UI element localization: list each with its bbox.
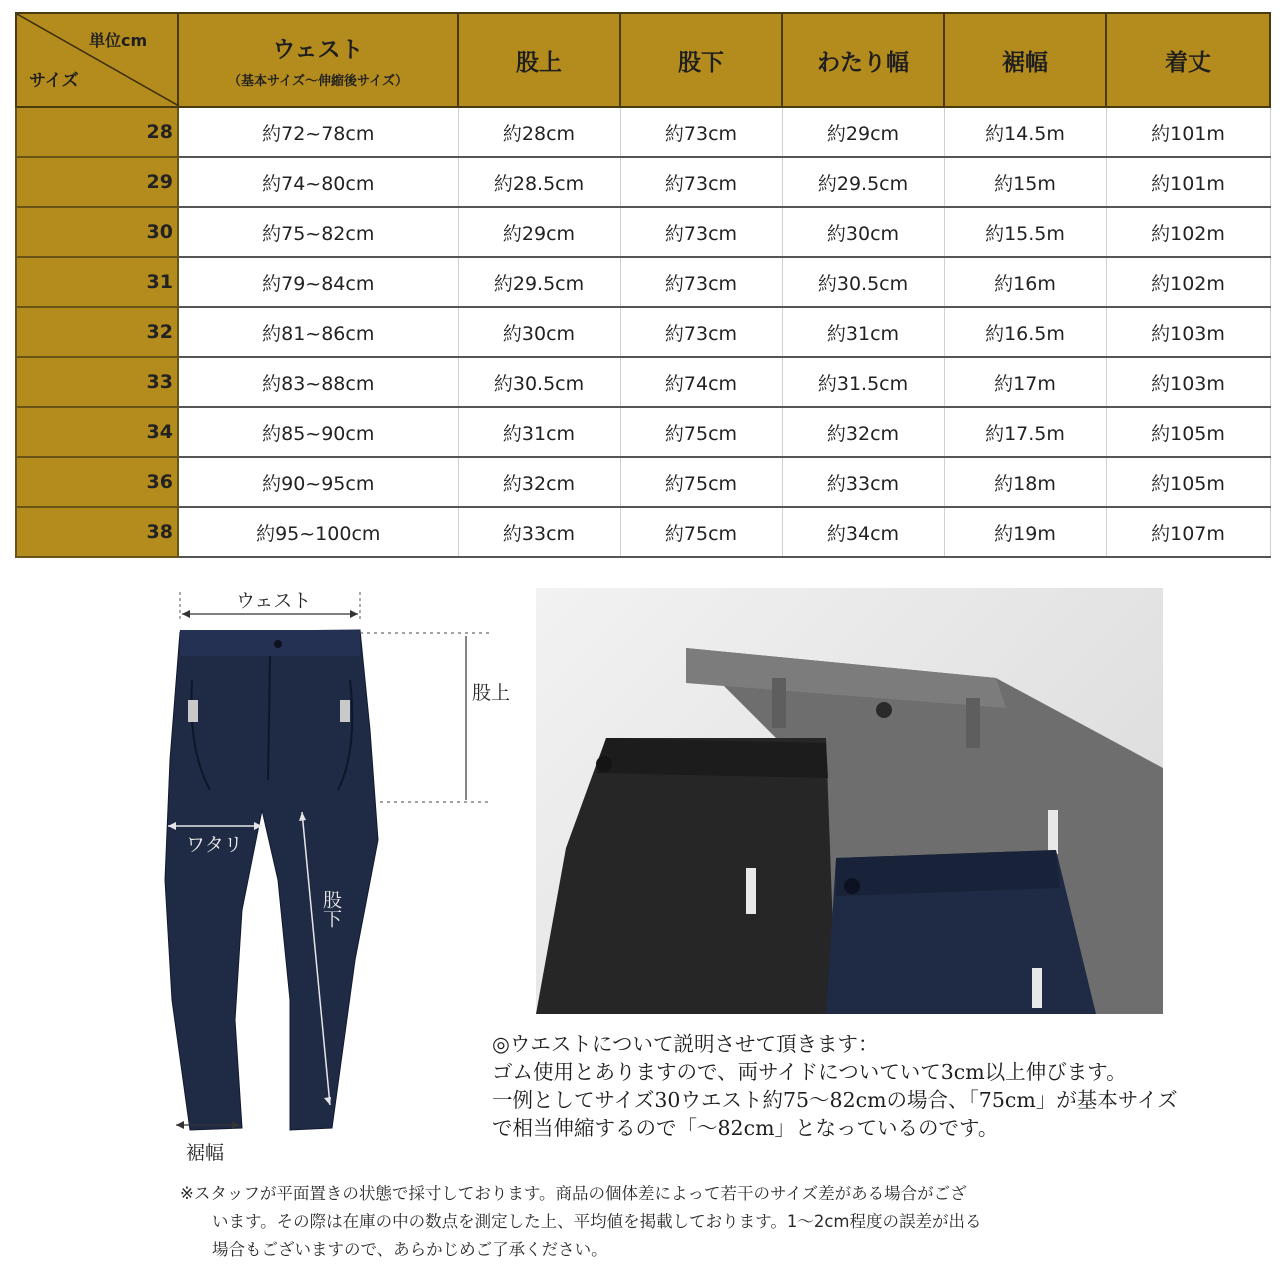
table-cell: 約95~100cm [178,507,458,557]
table-cell: 約73cm [620,307,782,357]
table-cell: 約75cm [620,457,782,507]
header-inseam: 股下 [620,13,782,107]
black-pants [536,738,836,1014]
table-row [16,107,1270,157]
disclaimer [180,1180,1180,1264]
table-row [16,457,1270,507]
table-cell: 約105m [1106,457,1270,507]
table-cell: 約15m [944,157,1106,207]
waist-note [492,1030,1262,1142]
table-cell: 約103m [1106,307,1270,357]
size-label: サイズ [29,71,79,91]
table-cell: 約30.5cm [782,257,944,307]
inseam-label: 股下 [320,890,342,928]
table-row [16,307,1270,357]
header-thigh: わたり幅 [782,13,944,107]
header-waist-label: ウェスト [272,37,364,63]
waist-note-line: ◎ウエストについて説明させて頂きます： [492,1032,879,1056]
table-cell: 約31cm [458,407,620,457]
table-cell: 約29cm [458,207,620,257]
waistband [180,630,360,656]
table-cell: 約30.5cm [458,357,620,407]
pants-illustration [150,580,530,1170]
table-cell: 約101m [1106,157,1270,207]
table-cell: 約29cm [782,107,944,157]
header-hem: 裾幅 [944,13,1106,107]
waist-note-line: で相当伸縮するので「〜82cm」となっているのです。 [492,1116,999,1140]
table-cell: 約75~82cm [178,207,458,257]
size-cell: 36 [16,457,178,507]
table-corner-cell [16,13,178,107]
table-cell: 約105m [1106,407,1270,457]
table-cell: 約102m [1106,257,1270,307]
table-cell: 約34cm [782,507,944,557]
waist-note-line: 一例としてサイズ30ウエスト約75〜82cmの場合、「75cm」が基本サイズ [492,1088,1178,1112]
size-cell: 38 [16,507,178,557]
table-cell: 約29.5cm [458,257,620,307]
unit-label: 単位cm [89,31,148,50]
table-cell: 約101m [1106,107,1270,157]
table-cell: 約103m [1106,357,1270,407]
table-cell: 約90~95cm [178,457,458,507]
table-row [16,257,1270,307]
disclaimer-line: ※スタッフが平面置きの状態で採寸しております。商品の個体差によって若干のサイズ差がある場合がござ [180,1184,967,1203]
table-cell: 約85~90cm [178,407,458,457]
table-cell: 約16m [944,257,1106,307]
hem-label: 裾幅 [186,1142,225,1164]
table-cell: 約32cm [782,407,944,457]
table-cell: 約30cm [782,207,944,257]
size-cell: 34 [16,407,178,457]
table-cell: 約72~78cm [178,107,458,157]
disclaimer-line: います。その際は在庫の中の数点を測定した上、平均値を掲載しております。1〜2cm程度の誤差が出る [212,1212,982,1231]
table-row [16,407,1270,457]
table-cell: 約19m [944,507,1106,557]
size-cell: 32 [16,307,178,357]
table-cell: 約30cm [458,307,620,357]
table-cell: 約75cm [620,407,782,457]
waist-note-line: ゴム使用とありますので、両サイドについていて3cm以上伸びます。 [492,1060,1127,1084]
table-row [16,207,1270,257]
header-waist [178,13,458,107]
table-cell: 約28.5cm [458,157,620,207]
table-cell: 約73cm [620,107,782,157]
header-waist-sub: （基本サイズ〜伸縮後サイズ） [228,74,408,89]
table-cell: 約17.5m [944,407,1106,457]
table-cell: 約83~88cm [178,357,458,407]
disclaimer-line: 場合もございますので、あらかじめご了承ください。 [212,1240,608,1259]
table-cell: 約73cm [620,207,782,257]
size-table [15,12,1271,558]
waist-label: ウェスト [236,590,312,612]
pants-photo-illustration [536,588,1163,1014]
thigh-label: ワタリ [186,834,243,856]
table-cell: 約29.5cm [782,157,944,207]
table-cell: 約28cm [458,107,620,157]
table-row [16,357,1270,407]
table-cell: 約73cm [620,257,782,307]
table-cell: 約32cm [458,457,620,507]
table-cell: 約33cm [458,507,620,557]
table-cell: 約18m [944,457,1106,507]
table-row [16,157,1270,207]
table-cell: 約15.5m [944,207,1106,257]
table-cell: 約74~80cm [178,157,458,207]
table-cell: 約31cm [782,307,944,357]
header-length: 着丈 [1106,13,1270,107]
size-cell: 33 [16,357,178,407]
table-cell: 約81~86cm [178,307,458,357]
waist-button [274,640,282,648]
product-photo [536,588,1163,1014]
table-cell: 約107m [1106,507,1270,557]
measurement-diagram [150,580,530,1170]
header-rise: 股上 [458,13,620,107]
size-cell: 28 [16,107,178,157]
rise-label: 股上 [472,682,511,704]
table-row [16,507,1270,557]
table-cell: 約73cm [620,157,782,207]
table-cell: 約14.5m [944,107,1106,157]
table-cell: 約33cm [782,457,944,507]
table-cell: 約16.5m [944,307,1106,357]
table-cell: 約74cm [620,357,782,407]
size-cell: 29 [16,157,178,207]
table-cell: 約17m [944,357,1106,407]
table-cell: 約31.5cm [782,357,944,407]
table-header-row [16,13,1270,107]
table-cell: 約75cm [620,507,782,557]
table-cell: 約79~84cm [178,257,458,307]
table-cell: 約102m [1106,207,1270,257]
size-cell: 30 [16,207,178,257]
size-cell: 31 [16,257,178,307]
